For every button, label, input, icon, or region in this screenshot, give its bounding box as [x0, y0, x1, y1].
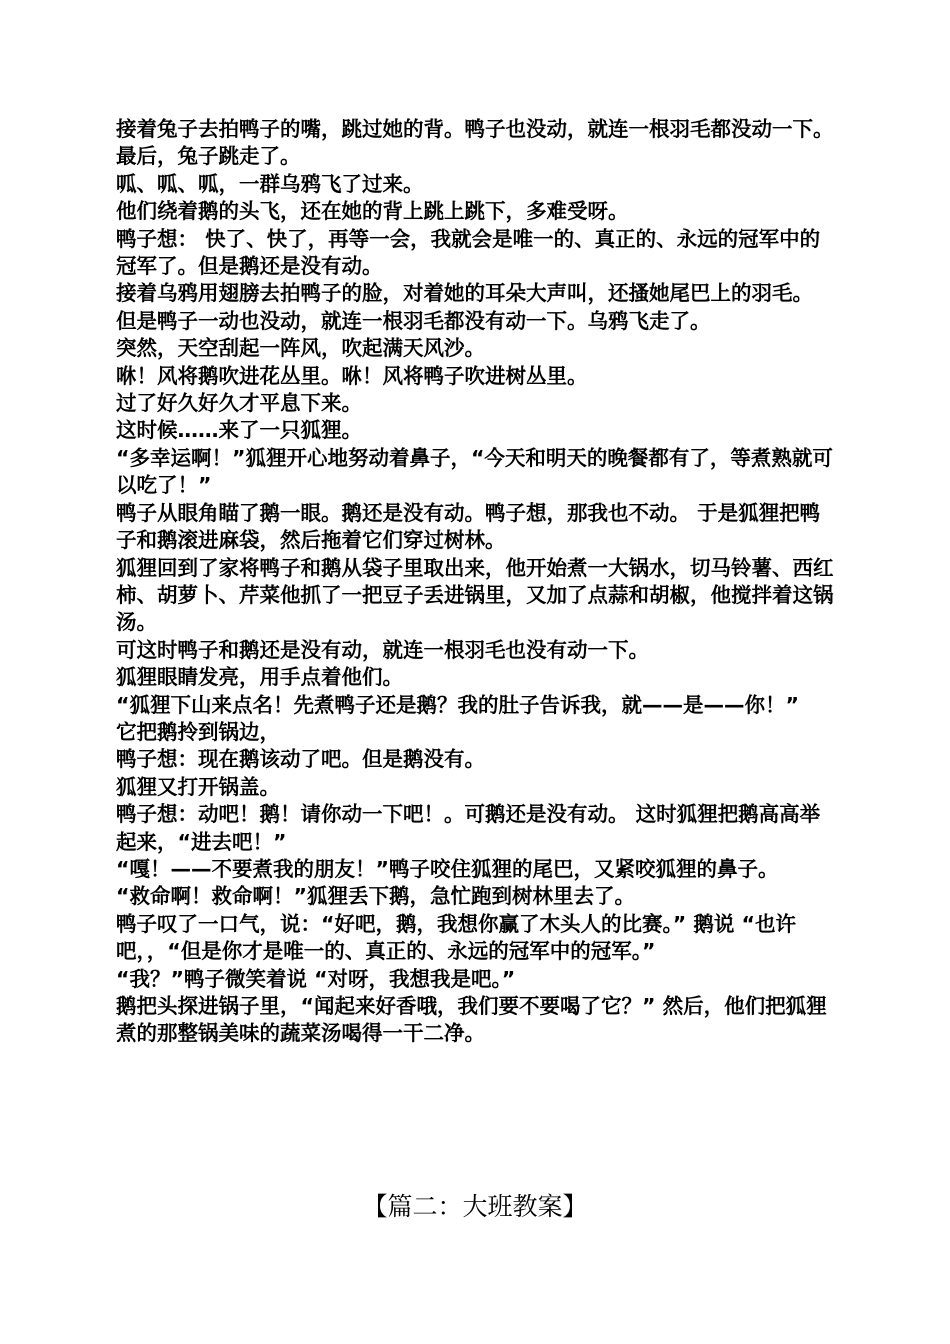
story-paragraph: 鸭子想：动吧！鹅！请你动一下吧！。可鹅还是没有动。 这时狐狸把鹅高高举起来，“进去吧！” [116, 802, 821, 854]
story-paragraph: “狐狸下山来点名！先煮鸭子还是鹅？我的肚子告诉我，就——是——你！” [116, 692, 799, 717]
story-paragraph: 鸭子想：现在鹅该动了吧。但是鹅没有。 [116, 747, 485, 772]
story-paragraph: 鸭子从眼角瞄了鹅一眼。鹅还是没有动。鸭子想，那我也不动。 于是狐狸把鸭子和鹅滚进麻袋，然后拖着它们穿过树林。 [116, 500, 821, 553]
story-paragraph: 它把鹅拎到锅边， [116, 719, 280, 744]
story-paragraph: 接着兔子去拍鸭子的嘴，跳过她的背。鸭子也没动，就连一根羽毛都没动一下。 [116, 117, 834, 141]
story-paragraph: 最后，兔子跳走了。 [116, 144, 301, 169]
story-paragraph: 狐狸眼睛发亮，用手点着他们。 [116, 665, 403, 690]
story-paragraph: 这时候……来了一只狐狸。 [116, 418, 362, 443]
story-paragraph: 突然，天空刮起一阵风，吹起满天风沙。 [116, 336, 485, 361]
story-paragraph: 呱、呱、呱，一群乌鸦飞了过来。 [116, 171, 424, 196]
story-paragraph: 他们绕着鹅的头飞，还在她的背上跳上跳下，多难受呀。 [116, 199, 629, 224]
story-paragraph: 鸭子想： 快了、快了，再等一会，我就会是唯一的、真正的、永远的冠军中的冠军了。但是鹅还是没有动。 [116, 226, 821, 279]
story-paragraph: 接着乌鸦用翅膀去拍鸭子的脸，对着她的耳朵大声叫，还搔她尾巴上的羽毛。 [116, 281, 813, 306]
story-paragraph: 鸭子叹了一口气，说：“好吧，鹅，我想你赢了木头人的比赛。” 鹅说 “也许吧，，“但是你才是唯一的、真正的、永远的冠军中的冠军。” [116, 911, 796, 964]
story-paragraph: 但是鸭子一动也没动，就连一根羽毛都没有动一下。乌鸦飞走了。 [116, 308, 711, 333]
story-paragraph: 鹅把头探进锅子里，“闻起来好香哦，我们要不要喝了它？” 然后，他们把狐狸煮的那整锅美味的蔬菜汤喝得一干二净。 [116, 994, 827, 1046]
story-body [116, 116, 838, 1048]
story-paragraph: 过了好久好久才平息下来。 [116, 391, 362, 416]
story-paragraph: 狐狸回到了家将鸭子和鹅从袋子里取出来，他开始煮一大锅水，切马铃薯、西红柿、胡萝卜、芹菜他抓了一把豆子丢进锅里，又加了点蒜和胡椒，他搅拌着这锅汤。 [116, 555, 834, 635]
story-paragraph: “多幸运啊！”狐狸开心地努动着鼻子，“今天和明天的晚餐都有了，等煮熟就可以吃了！” [116, 445, 833, 498]
section-heading: 【篇二：大班教案】 [362, 1192, 588, 1221]
story-paragraph: “嘎！——不要煮我的朋友！”鸭子咬住狐狸的尾巴，又紧咬狐狸的鼻子。 [116, 856, 779, 881]
story-paragraph: 可这时鸭子和鹅还是没有动，就连一根羽毛也没有动一下。 [116, 637, 649, 662]
story-paragraph: 咻！风将鹅吹进花丛里。咻！风将鸭子吹进树丛里。 [116, 363, 588, 388]
story-paragraph: “我？”鸭子微笑着说 “对呀，我想我是吧。” [116, 966, 516, 991]
story-paragraph: 狐狸又打开锅盖。 [116, 774, 280, 799]
story-paragraph: “救命啊！救命啊！”狐狸丢下鹅，急忙跑到树林里去了。 [116, 884, 635, 909]
